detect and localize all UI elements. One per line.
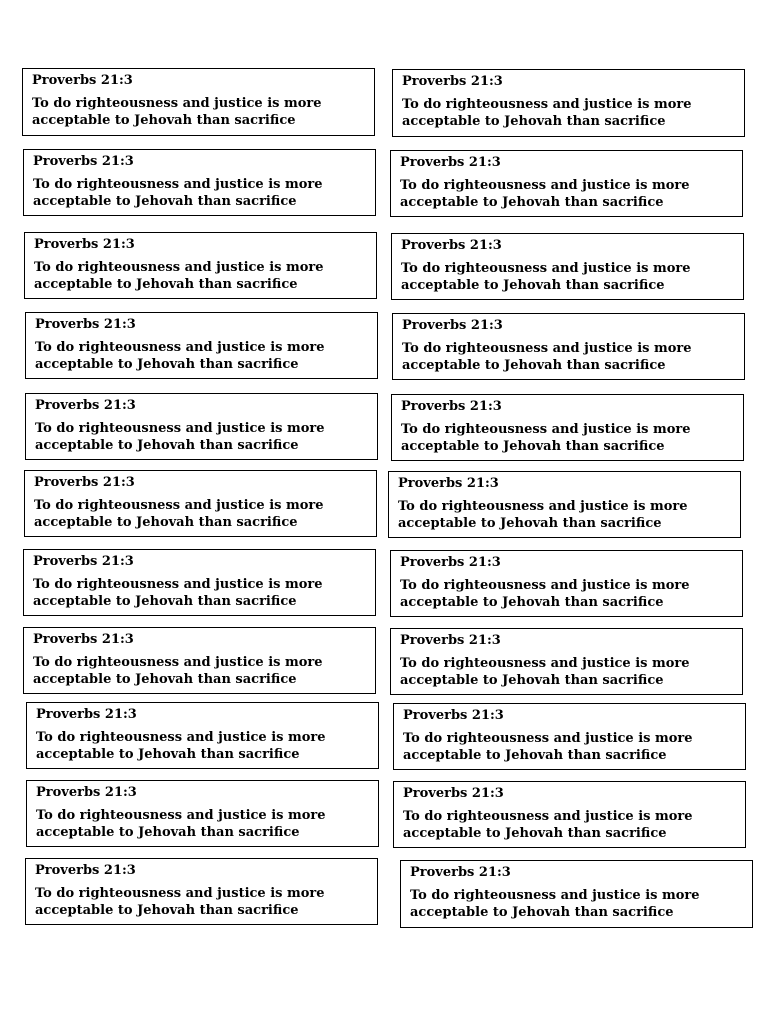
scripture-reference: Proverbs 21:3 <box>33 154 134 169</box>
scripture-card <box>393 703 746 770</box>
scripture-card <box>22 68 375 136</box>
scripture-reference: Proverbs 21:3 <box>32 73 133 88</box>
scripture-text: To do righteousness and justice is more acceptable to Jehovah than sacrifice <box>402 97 692 129</box>
scripture-reference: Proverbs 21:3 <box>33 554 134 569</box>
scripture-reference: Proverbs 21:3 <box>401 238 502 253</box>
scripture-text: To do righteousness and justice is more acceptable to Jehovah than sacrifice <box>398 499 688 531</box>
scripture-reference: Proverbs 21:3 <box>402 74 503 89</box>
scripture-reference: Proverbs 21:3 <box>34 475 135 490</box>
scripture-text: To do righteousness and justice is more acceptable to Jehovah than sacrifice <box>35 421 325 453</box>
scripture-card <box>24 232 377 299</box>
scripture-reference: Proverbs 21:3 <box>34 237 135 252</box>
scripture-reference: Proverbs 21:3 <box>33 632 134 647</box>
scripture-text: To do righteousness and justice is more acceptable to Jehovah than sacrifice <box>36 730 326 762</box>
scripture-text: To do righteousness and justice is more acceptable to Jehovah than sacrifice <box>35 340 325 372</box>
scripture-reference: Proverbs 21:3 <box>403 708 504 723</box>
scripture-text: To do righteousness and justice is more acceptable to Jehovah than sacrifice <box>34 498 324 530</box>
scripture-reference: Proverbs 21:3 <box>36 707 137 722</box>
scripture-card <box>392 313 745 380</box>
scripture-card <box>26 702 379 769</box>
scripture-reference: Proverbs 21:3 <box>410 865 511 880</box>
scripture-card <box>392 69 745 137</box>
scripture-card <box>391 394 744 461</box>
scripture-text: To do righteousness and justice is more acceptable to Jehovah than sacrifice <box>401 422 691 454</box>
scripture-reference: Proverbs 21:3 <box>400 633 501 648</box>
scripture-text: To do righteousness and justice is more acceptable to Jehovah than sacrifice <box>33 577 323 609</box>
scripture-text: To do righteousness and justice is more acceptable to Jehovah than sacrifice <box>403 731 693 763</box>
scripture-card <box>25 858 378 925</box>
scripture-card <box>23 149 376 216</box>
scripture-card <box>388 471 741 538</box>
scripture-card <box>23 627 376 694</box>
scripture-text: To do righteousness and justice is more acceptable to Jehovah than sacrifice <box>34 260 324 292</box>
scripture-reference: Proverbs 21:3 <box>398 476 499 491</box>
scripture-card <box>23 549 376 616</box>
scripture-card <box>25 393 378 460</box>
scripture-text: To do righteousness and justice is more acceptable to Jehovah than sacrifice <box>32 96 322 128</box>
scripture-text: To do righteousness and justice is more acceptable to Jehovah than sacrifice <box>400 178 690 210</box>
scripture-reference: Proverbs 21:3 <box>36 785 137 800</box>
scripture-card <box>390 150 743 217</box>
scripture-card <box>391 233 744 300</box>
scripture-text: To do righteousness and justice is more acceptable to Jehovah than sacrifice <box>35 886 325 918</box>
scripture-reference: Proverbs 21:3 <box>403 786 504 801</box>
scripture-reference: Proverbs 21:3 <box>35 398 136 413</box>
scripture-reference: Proverbs 21:3 <box>402 318 503 333</box>
scripture-text: To do righteousness and justice is more acceptable to Jehovah than sacrifice <box>400 578 690 610</box>
scripture-card <box>390 550 743 617</box>
scripture-text: To do righteousness and justice is more acceptable to Jehovah than sacrifice <box>403 809 693 841</box>
scripture-text: To do righteousness and justice is more acceptable to Jehovah than sacrifice <box>33 177 323 209</box>
scripture-text: To do righteousness and justice is more acceptable to Jehovah than sacrifice <box>402 341 692 373</box>
scripture-reference: Proverbs 21:3 <box>35 863 136 878</box>
scripture-reference: Proverbs 21:3 <box>400 555 501 570</box>
scripture-card <box>390 628 743 695</box>
scripture-reference: Proverbs 21:3 <box>35 317 136 332</box>
scripture-text: To do righteousness and justice is more acceptable to Jehovah than sacrifice <box>33 655 323 687</box>
scripture-card <box>393 781 746 848</box>
scripture-card <box>26 780 379 847</box>
scripture-reference: Proverbs 21:3 <box>400 155 501 170</box>
scripture-text: To do righteousness and justice is more acceptable to Jehovah than sacrifice <box>36 808 326 840</box>
scripture-card <box>400 860 753 928</box>
scripture-text: To do righteousness and justice is more acceptable to Jehovah than sacrifice <box>401 261 691 293</box>
scripture-reference: Proverbs 21:3 <box>401 399 502 414</box>
scripture-text: To do righteousness and justice is more acceptable to Jehovah than sacrifice <box>400 656 690 688</box>
scripture-text: To do righteousness and justice is more acceptable to Jehovah than sacrifice <box>410 888 700 920</box>
scripture-card <box>25 312 378 379</box>
scripture-card <box>24 470 377 537</box>
